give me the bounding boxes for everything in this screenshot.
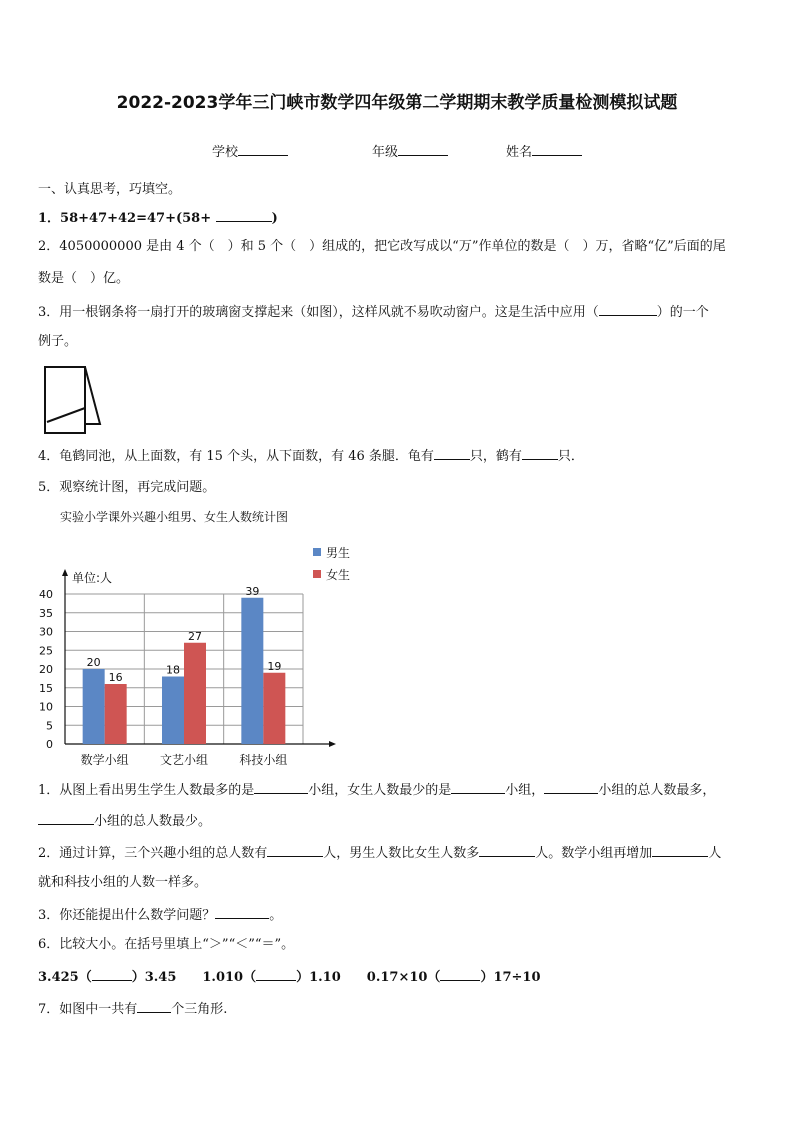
sub2-blank-3[interactable] <box>652 843 708 857</box>
question-7 <box>38 999 227 1019</box>
y-tick-label: 10 <box>39 700 53 714</box>
y-tick-label: 40 <box>39 588 53 601</box>
sub2-blank-1[interactable] <box>267 843 323 857</box>
q6-c3-blank[interactable] <box>440 967 480 981</box>
q6-c1-left: 3.425（ <box>38 970 92 985</box>
sub1-text-a: 1．从图上看出男生学生人数最多的是 <box>38 783 255 798</box>
q3-blank[interactable] <box>599 302 657 316</box>
y-tick-label: 0 <box>46 738 53 751</box>
data-label: 16 <box>108 671 123 684</box>
legend-swatch-男生 <box>313 548 321 556</box>
q6-comparison-1 <box>38 970 176 985</box>
question-4 <box>38 446 584 466</box>
q1-text: 58+47+42=47+(58+ <box>60 211 212 226</box>
q7-text-a: 7．如图中一共有 <box>38 1002 138 1017</box>
data-label: 20 <box>86 656 101 669</box>
support-rod <box>47 408 85 422</box>
legend-label: 男生 <box>326 546 351 560</box>
q6-c2-right: ）1.10 <box>296 970 341 985</box>
x-category-label: 科技小组 <box>239 753 288 767</box>
y-axis-arrow-icon <box>62 569 68 576</box>
data-label: 18 <box>166 663 180 677</box>
sub2-text-c: 人。数学小组再增加 <box>535 846 653 861</box>
q2-line1: 2．4050000000 是由 4 个（ ）和 5 个（ ）组成的，把它改写成以“万”作单位的数是（ ）万，省略“亿”后面的尾 <box>38 239 726 254</box>
sub-question-1-line2 <box>38 811 211 831</box>
sub-question-1-line1 <box>38 780 715 800</box>
sub1-text-c: 小组， <box>505 783 545 798</box>
name-field[interactable] <box>506 141 582 160</box>
bar-数学小组-女生 <box>105 684 127 744</box>
name-blank[interactable] <box>532 142 582 156</box>
data-label: 39 <box>245 584 260 598</box>
sub3-text-b: 。 <box>269 908 283 923</box>
q4-text-b: 只，鹤有 <box>469 449 522 464</box>
sub2-text-d: 人 <box>708 846 722 861</box>
bar-文艺小组-男生 <box>162 677 184 745</box>
bar-科技小组-男生 <box>241 598 263 744</box>
q7-blank[interactable] <box>137 999 171 1013</box>
sub3-text-a: 3．你还能提出什么数学问题？ <box>38 908 216 923</box>
page-title: 2022-2023学年三门峡市数学四年级第二学期期末教学质量检测模拟试题 <box>116 93 678 113</box>
q6-comparison-3 <box>367 970 541 985</box>
q4-text-a: 4．龟鹤同池，从上面数，有 15 个头，从下面数，有 46 条腿．龟有 <box>38 449 434 464</box>
q6-c3-left: 0.17×10（ <box>366 970 441 985</box>
window-frame <box>45 367 85 433</box>
chart-title: 实验小学课外兴趣小组男、女生人数统计图 <box>60 510 289 524</box>
sub1-text-d: 小组的总人数最多， <box>598 783 716 798</box>
bar-chart <box>30 538 370 778</box>
y-tick-label: 35 <box>39 606 53 620</box>
legend-swatch-女生 <box>313 570 321 578</box>
sub1-blank-1[interactable] <box>254 780 308 794</box>
y-tick-label: 25 <box>39 644 53 658</box>
sub1-text-e: 小组的总人数最少。 <box>94 814 212 829</box>
sub1-blank-4[interactable] <box>38 811 94 825</box>
q1-number: 1． <box>38 211 61 226</box>
q7-text-b: 个三角形. <box>171 1002 228 1017</box>
x-category-label: 文艺小组 <box>159 753 209 767</box>
q3-text-b: ）的一个 <box>656 305 709 320</box>
name-label: 姓名 <box>506 145 533 160</box>
data-label: 19 <box>267 659 282 673</box>
grade-label: 年级 <box>372 145 399 160</box>
window-figure <box>42 364 106 436</box>
sub1-blank-3[interactable] <box>544 780 598 794</box>
q1-end: ) <box>271 211 278 226</box>
sub2-text-b: 人，男生人数比女生人数多 <box>323 846 480 861</box>
q1-blank[interactable] <box>216 208 272 222</box>
sub2-blank-2[interactable] <box>479 843 535 857</box>
school-label: 学校 <box>212 145 239 160</box>
sub3-blank[interactable] <box>215 905 269 919</box>
q3-text-a: 3．用一根钢条将一扇打开的玻璃窗支撑起来（如图），这样风就不易吹动窗户。这是生活中应用（ <box>38 305 599 320</box>
legend-label: 女生 <box>326 568 351 582</box>
bar-文艺小组-女生 <box>184 643 206 744</box>
q3-line2: 例子。 <box>38 334 78 349</box>
question-1 <box>38 208 278 228</box>
school-blank[interactable] <box>238 142 288 156</box>
school-field[interactable] <box>212 141 288 160</box>
x-category-label: 数学小组 <box>80 753 129 767</box>
sub-question-2-line1 <box>38 843 721 863</box>
grade-blank[interactable] <box>398 142 448 156</box>
y-tick-label: 15 <box>39 681 53 695</box>
sub2-text-a: 2．通过计算，三个兴趣小组的总人数有 <box>38 846 268 861</box>
section-heading: 一、认真思考，巧填空。 <box>38 182 182 197</box>
q4-blank-turtle[interactable] <box>434 446 470 460</box>
data-label: 27 <box>188 629 202 643</box>
y-tick-label: 20 <box>39 663 53 676</box>
bar-科技小组-女生 <box>263 673 285 744</box>
q6-c2-blank[interactable] <box>256 967 296 981</box>
y-tick-label: 30 <box>39 625 53 639</box>
q6-c1-right: ）3.45 <box>131 970 177 985</box>
x-axis-arrow-icon <box>329 741 336 747</box>
q4-blank-crane[interactable] <box>522 446 558 460</box>
y-axis-unit: 单位:人 <box>72 571 113 585</box>
q6-c1-blank[interactable] <box>92 967 132 981</box>
window-pane <box>85 367 100 424</box>
bar-数学小组-男生 <box>83 669 105 744</box>
q6-comparisons <box>38 967 541 987</box>
q2-line2: 数是（ ）亿。 <box>38 271 130 286</box>
q6-comparison-2 <box>202 970 340 985</box>
q4-text-c: 只． <box>557 449 584 464</box>
q6-c3-right: ）17÷10 <box>480 970 541 985</box>
grade-field[interactable] <box>372 141 448 160</box>
sub-question-3 <box>38 905 282 925</box>
q3-line1 <box>38 302 709 322</box>
sub1-text-b: 小组，女生人数最少的是 <box>308 783 452 798</box>
q6-c2-left: 1.010（ <box>202 970 257 985</box>
sub1-blank-2[interactable] <box>451 780 505 794</box>
question-5: 5．观察统计图，再完成问题。 <box>38 480 216 495</box>
sub-question-2-line2: 就和科技小组的人数一样多。 <box>38 875 208 890</box>
y-tick-label: 5 <box>46 719 53 733</box>
question-6: 6．比较大小。在括号里填上“＞”“＜”“＝”。 <box>38 937 295 952</box>
